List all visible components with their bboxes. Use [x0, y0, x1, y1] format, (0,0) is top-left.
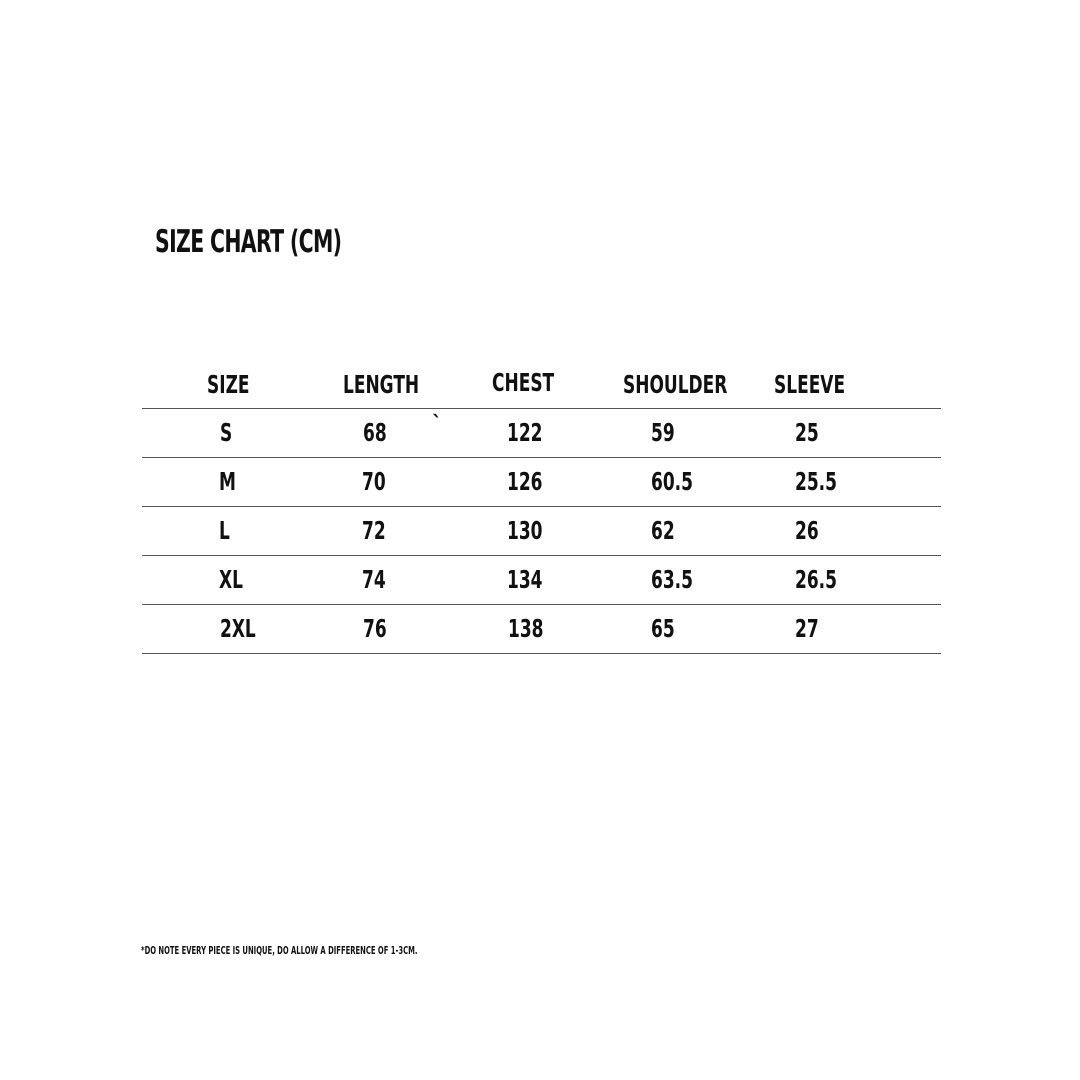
cell-chest: 126 — [507, 467, 543, 496]
cell-size: M — [219, 467, 236, 496]
header-chest: CHEST — [492, 368, 555, 397]
footnote: *DO NOTE EVERY PIECE IS UNIQUE, DO ALLOW A DIFFERENCE OF 1-3CM. — [141, 944, 418, 957]
cell-length: 74 — [362, 565, 386, 594]
cell-sleeve: 26 — [795, 516, 819, 545]
cell-shoulder: 59 — [651, 418, 675, 447]
cell-sleeve: 27 — [795, 614, 819, 643]
cell-chest: 122 — [507, 418, 543, 447]
cell-size: XL — [219, 565, 243, 594]
cell-size: 2XL — [220, 614, 256, 643]
cell-shoulder: 65 — [651, 614, 675, 643]
cell-chest: 134 — [507, 565, 543, 594]
cell-sleeve: 25 — [795, 418, 819, 447]
table-row — [142, 507, 941, 556]
page-title: SIZE CHART (CM) — [155, 224, 342, 260]
header-sleeve: SLEEVE — [774, 370, 846, 399]
header-length: LENGTH — [343, 370, 420, 399]
cell-chest: 138 — [508, 614, 544, 643]
table-header-row — [142, 360, 941, 409]
size-chart-table — [142, 360, 941, 654]
table-row — [142, 458, 941, 507]
table-row — [142, 409, 941, 458]
cell-sleeve: 26.5 — [795, 565, 837, 594]
table-row — [142, 605, 941, 654]
cell-shoulder: 60.5 — [651, 467, 693, 496]
header-size: SIZE — [207, 370, 250, 399]
cell-sleeve: 25.5 — [795, 467, 837, 496]
cell-length: 72 — [362, 516, 386, 545]
header-shoulder: SHOULDER — [623, 370, 728, 399]
cell-shoulder: 63.5 — [651, 565, 693, 594]
cell-size: S — [220, 418, 233, 447]
table-row — [142, 556, 941, 605]
cell-chest: 130 — [507, 516, 543, 545]
stray-mark: ` — [432, 411, 442, 435]
cell-length: 70 — [362, 467, 386, 496]
cell-size: L — [219, 516, 230, 545]
cell-length: 68 — [363, 418, 387, 447]
cell-length: 76 — [363, 614, 387, 643]
cell-shoulder: 62 — [651, 516, 675, 545]
